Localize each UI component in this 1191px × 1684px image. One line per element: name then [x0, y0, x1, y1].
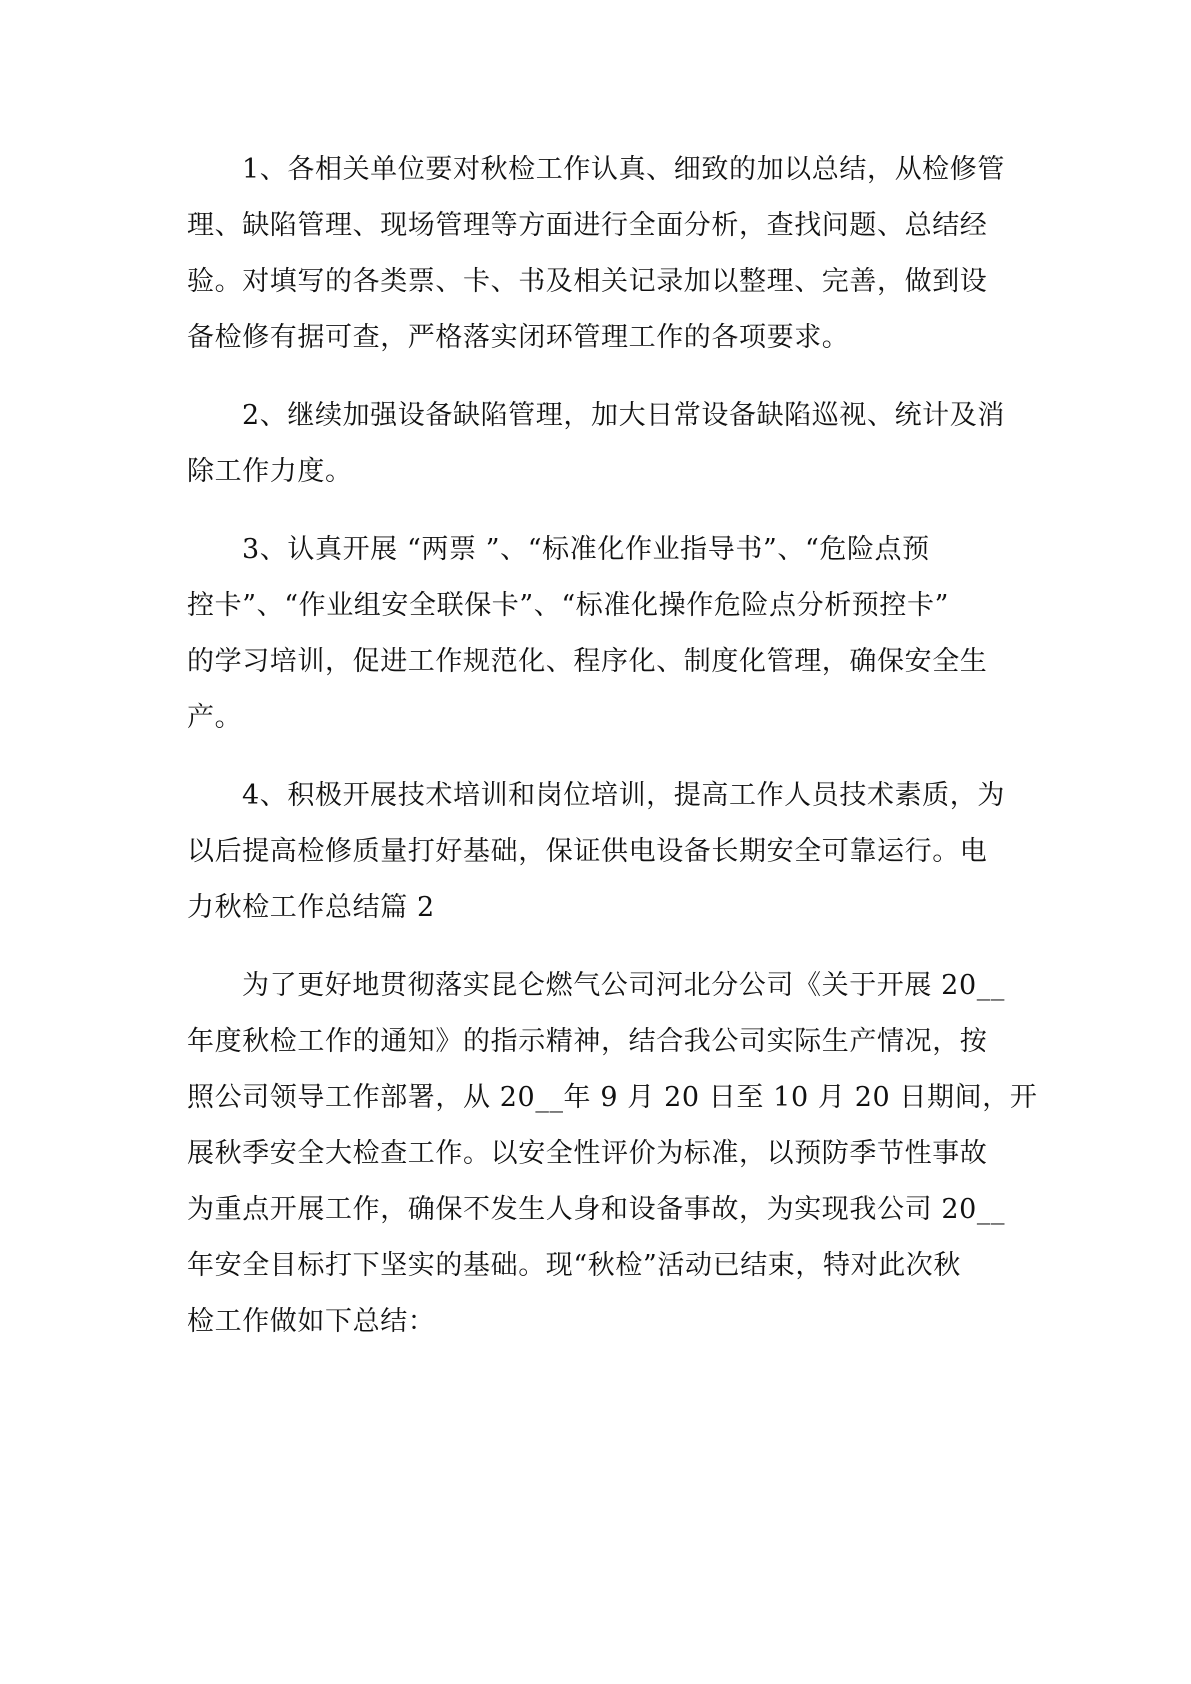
paragraph-line: 1、各相关单位要对秋检工作认真、细致的加以总结，从检修管 [242, 154, 1005, 185]
paragraph-line: 理、缺陷管理、现场管理等方面进行全面分析，查找问题、总结经 [187, 210, 988, 241]
paragraph-line: 4、积极开展技术培训和岗位培训，提高工作人员技术素质，为 [242, 780, 1005, 811]
paragraph-line: 控卡”、“作业组安全联保卡”、“标准化操作危险点分析预控卡” [187, 590, 950, 621]
paragraph-line: 2、继续加强设备缺陷管理，加大日常设备缺陷巡视、统计及消 [242, 400, 1005, 431]
paragraph-line: 产。 [187, 702, 243, 733]
paragraph-line: 备检修有据可查，严格落实闭环管理工作的各项要求。 [187, 322, 850, 353]
paragraph-line: 检工作做如下总结： [187, 1306, 436, 1337]
paragraph-line: 年安全目标打下坚实的基础。现“秋检”活动已结束，特对此次秋 [187, 1250, 962, 1281]
section-heading-line: 力秋检工作总结篇 2 [187, 892, 435, 923]
paragraph-line: 验。对填写的各类票、卡、书及相关记录加以整理、完善，做到设 [187, 266, 988, 297]
paragraph-line: 为重点开展工作，确保不发生人身和设备事故，为实现我公司 20__ [187, 1194, 1006, 1225]
paragraph-line: 以后提高检修质量打好基础，保证供电设备长期安全可靠运行。电 [187, 836, 988, 867]
paragraph-line: 3、认真开展 “两票 ”、“标准化作业指导书”、“危险点预 [242, 534, 930, 565]
paragraph-line: 为了更好地贯彻落实昆仑燃气公司河北分公司《关于开展 20__ [242, 970, 1005, 1001]
paragraph-line: 照公司领导工作部署，从 20__年 9 月 20 日至 10 月 20 日期间，开 [187, 1082, 1038, 1113]
paragraph-line: 除工作力度。 [187, 456, 353, 487]
paragraph-line: 展秋季安全大检查工作。以安全性评价为标准，以预防季节性事故 [187, 1138, 988, 1169]
paragraph-line: 的学习培训，促进工作规范化、程序化、制度化管理，确保安全生 [187, 646, 988, 677]
paragraph-line: 年度秋检工作的通知》的指示精神，结合我公司实际生产情况，按 [187, 1026, 988, 1057]
